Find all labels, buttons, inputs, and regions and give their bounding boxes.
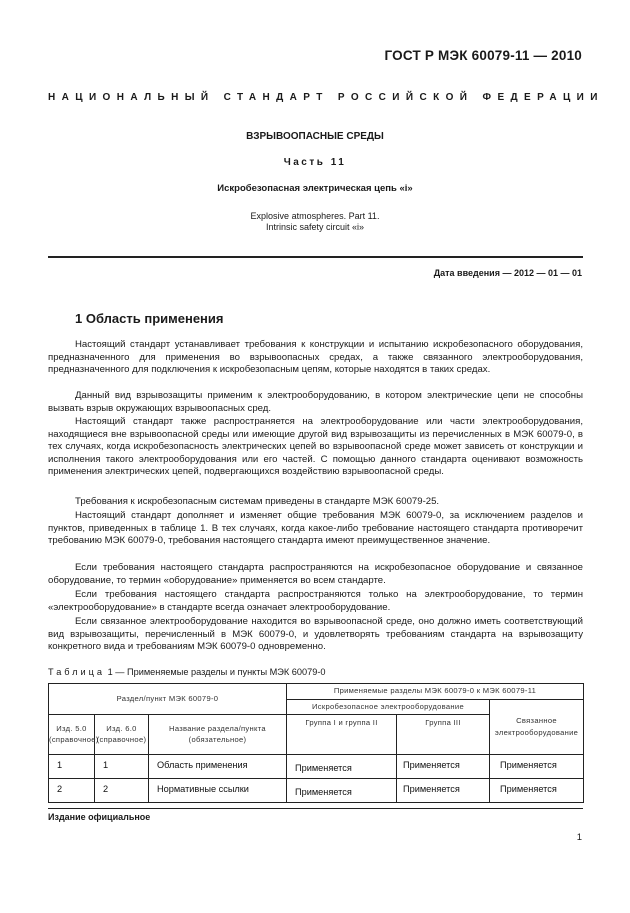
table-caption-label: Таблица bbox=[48, 667, 106, 677]
header-clause: Раздел/пункт МЭК 60079-0 bbox=[49, 684, 287, 715]
cell-ed6: 2 bbox=[95, 779, 149, 803]
header-applicable: Применяемые разделы МЭК 60079-0 к МЭК 60079-11 bbox=[287, 684, 584, 700]
cell-group-1-2: Применяется bbox=[287, 755, 397, 779]
cell-name: Нормативные ссылки bbox=[149, 779, 287, 803]
document-title: ВЗРЫВООПАСНЫЕ СРЕДЫ bbox=[246, 131, 384, 142]
english-title-line1: Explosive atmospheres. Part 11. bbox=[250, 211, 380, 221]
header-edition-6: Изд. 6.0 (справочное) bbox=[95, 715, 149, 755]
english-title-line2: Intrinsic safety circuit «i» bbox=[265, 222, 365, 232]
header-edition-5: Изд. 5.0 (справочное) bbox=[49, 715, 95, 755]
official-edition-note: Издание официальное bbox=[48, 812, 151, 822]
paragraph-electrical-term: Если требования настоящего стандарта распространяются только на электрооборудование, то термин «электрооборудование» в стандарте всегда означает электрооборудование. bbox=[48, 589, 583, 613]
paragraph-systems: Требования к искробезопасным системам приведены в стандарте МЭК 60079-25. bbox=[75, 496, 440, 507]
header-group-1-2: Группа I и группа II bbox=[287, 715, 397, 755]
table-caption bbox=[48, 667, 326, 677]
paragraph-associated: Если связанное электрооборудование находится во взрывоопасной среде, оно должно иметь соответствующий вид взрывозащиты, перечисленный в МЭК 60079-0, и удовлетворять требованиям стандарта на взрывозащиту конкретного вида и требованиям МЭК 60079-0 одновременно. bbox=[48, 616, 583, 653]
applicable-clauses-table bbox=[48, 683, 584, 803]
document-part: Часть 11 bbox=[283, 157, 347, 168]
cell-group-3: Применяется bbox=[397, 779, 490, 803]
header-group-3: Группа III bbox=[397, 715, 490, 755]
footer-divider bbox=[48, 808, 583, 809]
cell-ed5: 2 bbox=[49, 779, 95, 803]
cell-ed6: 1 bbox=[95, 755, 149, 779]
cell-ed5: 1 bbox=[49, 755, 95, 779]
page-number: 1 bbox=[576, 832, 582, 843]
cell-associated: Применяется bbox=[490, 779, 584, 803]
table-row bbox=[49, 779, 584, 803]
introduction-date: Дата введения — 2012 — 01 — 01 bbox=[433, 268, 582, 278]
table-row bbox=[49, 755, 584, 779]
cell-group-1-2: Применяется bbox=[287, 779, 397, 803]
header-intrinsically-safe: Искробезопасное электрооборудование bbox=[287, 700, 490, 715]
header-associated: Связанное электрооборудование bbox=[490, 700, 584, 755]
cell-group-3: Применяется bbox=[397, 755, 490, 779]
table-caption-text: 1 — Применяемые разделы и пункты МЭК 60079-0 bbox=[107, 667, 326, 677]
header-clause-name: Название раздела/пункта (обязательное) bbox=[149, 715, 287, 755]
national-standard-title: НАЦИОНАЛЬНЫЙ СТАНДАРТ РОССИЙСКОЙ ФЕДЕРАЦИИ bbox=[48, 92, 604, 103]
paragraph-extension: Настоящий стандарт также распространяется на электрооборудование или части электрооборудования, находящиеся вне взрывоопасной среды или имеющие другой вид взрывозащиты из перечисленных в МЭК 60079-0, в тех случаях, когда искробезопасность электрических цепей во взрывоопасной среде может зависеть от конструкции и исполнения такого электрооборудования или его частей. С помощью данного стандарта оценивают возможность применения электрических цепей, подвергающихся воздействию взрывоопасной среды. bbox=[48, 416, 583, 478]
paragraph-scope: Настоящий стандарт устанавливает требования к конструкции и испытанию искробезопасного оборудования, предназначенного для применения во взрывоопасных средах, а также связанного электрооборудования, предназначенного для подключения к искробезопасным цепям, которые находятся в таких средах. bbox=[48, 339, 583, 376]
cell-name: Область применения bbox=[149, 755, 287, 779]
cell-associated: Применяется bbox=[490, 755, 584, 779]
title-divider bbox=[48, 256, 583, 258]
paragraph-protection-type: Данный вид взрывозащиты применим к электрооборудованию, в котором электрические цепи не способны вызвать взрыв окружающих взрывоопасных сред. bbox=[48, 390, 583, 414]
paragraph-equipment-term: Если требования настоящего стандарта распространяются на искробезопасное оборудование и связанное оборудование, то термин «оборудование» применяется во всем стандарте. bbox=[48, 562, 583, 586]
section-heading: 1 Область применения bbox=[75, 311, 224, 326]
paragraph-supplement: Настоящий стандарт дополняет и изменяет общие требования МЭК 60079-0, за исключением разделов и пунктов, приведенных в таблице 1. В тех случаях, когда какое-либо требование настоящего стандарта противоречит требованию МЭК 60079-0, требования настоящего стандарта имеют преимущественное значение. bbox=[48, 510, 583, 547]
standard-code: ГОСТ Р МЭК 60079-11 — 2010 bbox=[384, 48, 582, 63]
document-subtitle: Искробезопасная электрическая цепь «i» bbox=[217, 183, 413, 194]
